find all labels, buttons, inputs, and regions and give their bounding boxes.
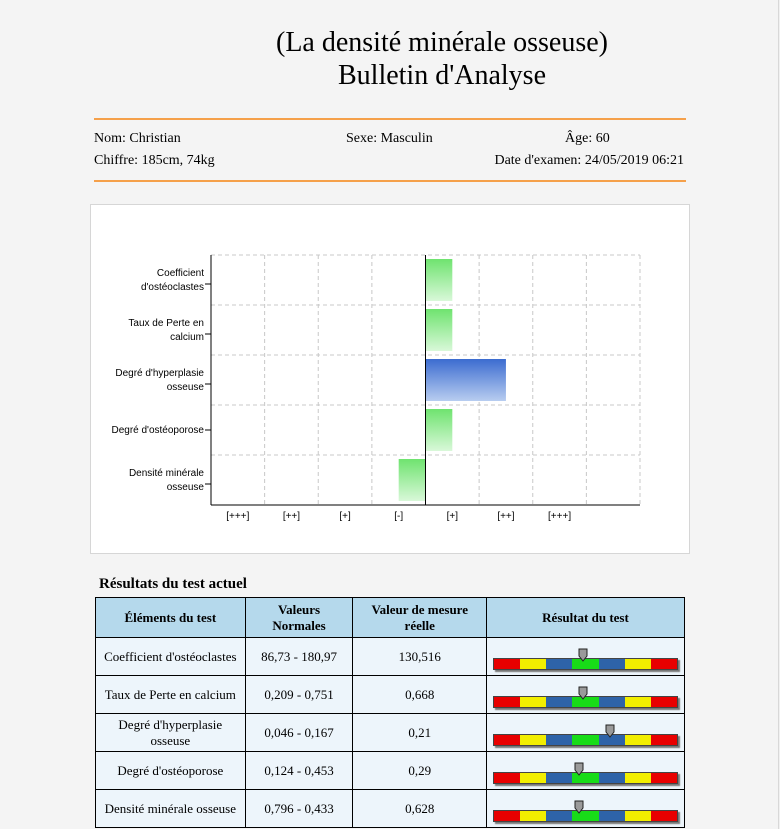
x-tick-label: [+]	[446, 511, 459, 522]
scale-segment	[494, 773, 520, 783]
cell-normal: 0,796 - 0,433	[245, 790, 353, 828]
scale-segment	[546, 735, 572, 745]
scale-segment	[520, 811, 546, 821]
cell-result	[487, 676, 685, 714]
chart-bar	[399, 459, 426, 501]
y-tick-label-line: Taux de Perte en	[128, 318, 204, 329]
cell-item: Degré d'hyperplasie osseuse	[96, 714, 246, 752]
col-header-result: Résultat du test	[487, 598, 685, 638]
table-row	[96, 752, 685, 790]
scale-segment	[625, 811, 651, 821]
cell-result	[487, 790, 685, 828]
result-scale	[493, 642, 678, 672]
patient-age: Âge: 60	[565, 131, 610, 146]
cell-value: 0,29	[353, 752, 487, 790]
scale-segment	[546, 697, 572, 707]
y-tick-label	[128, 318, 204, 343]
scale-segment	[494, 735, 520, 745]
y-tick-label	[115, 368, 204, 393]
y-tick-label-line: Coefficient	[156, 268, 204, 279]
result-scale	[493, 756, 678, 786]
cell-item: Densité minérale osseuse	[96, 790, 246, 828]
x-tick-label: [++]	[282, 511, 301, 522]
report-title	[0, 26, 780, 92]
chart-bar	[426, 309, 453, 351]
results-table	[95, 597, 685, 828]
result-marker-icon	[605, 724, 615, 738]
title-line-1: (La densité minérale osseuse)	[276, 27, 608, 58]
scale-segment	[599, 697, 625, 707]
x-tick-label: [++]	[497, 511, 515, 522]
patient-sex: Sexe: Masculin	[346, 131, 433, 146]
cell-value: 0,21	[353, 714, 487, 752]
scale-segment	[520, 659, 546, 669]
chart-panel	[90, 204, 690, 554]
col-header-normal: Valeurs Normales	[245, 598, 353, 638]
x-tick-label: [+++]	[548, 511, 572, 522]
scale-segment	[572, 735, 598, 745]
chart-bar	[426, 409, 453, 451]
x-tick-label: [-]	[394, 511, 404, 522]
result-scale	[493, 680, 678, 710]
y-tick-label-line: osseuse	[166, 382, 204, 393]
y-tick-label-line: Degré d'hyperplasie	[115, 368, 204, 379]
chart-bar	[426, 259, 453, 301]
y-tick-label-line: Degré d'ostéoporose	[111, 425, 204, 436]
scale-segment	[599, 659, 625, 669]
results-heading: Résultats du test actuel	[99, 576, 247, 592]
col-header-items: Éléments du test	[96, 598, 246, 638]
result-marker-icon	[578, 686, 588, 700]
scale-segment	[520, 773, 546, 783]
scale-segment	[494, 811, 520, 821]
scale-segment	[520, 697, 546, 707]
x-tick-label: [+]	[339, 511, 351, 522]
scale-segment	[625, 773, 651, 783]
table-row	[96, 790, 685, 828]
scale-segment	[546, 811, 572, 821]
scale-segment	[599, 811, 625, 821]
cell-result	[487, 638, 685, 676]
scale-segment	[494, 697, 520, 707]
y-tick-label	[129, 468, 204, 493]
cell-normal: 0,124 - 0,453	[245, 752, 353, 790]
col-header-value: Valeur de mesure réelle	[353, 598, 487, 638]
cell-item: Degré d'ostéoporose	[96, 752, 246, 790]
results-header-row	[96, 598, 685, 638]
title-line-2: Bulletin d'Analyse	[337, 60, 547, 91]
cell-value: 0,668	[353, 676, 487, 714]
scale-bar	[493, 810, 678, 822]
scale-segment	[625, 659, 651, 669]
scale-bar	[493, 734, 678, 746]
scale-segment	[520, 735, 546, 745]
y-tick-label	[141, 268, 204, 293]
cell-normal: 0,209 - 0,751	[245, 676, 353, 714]
result-marker-icon	[578, 648, 588, 662]
result-marker-icon	[574, 762, 584, 776]
bottom-divider	[94, 180, 686, 182]
top-divider	[94, 118, 686, 120]
scale-segment	[625, 735, 651, 745]
table-row	[96, 714, 685, 752]
y-tick-label-line: Densité minérale	[128, 468, 204, 479]
scale-segment	[625, 697, 651, 707]
scale-bar	[493, 772, 678, 784]
cell-value: 130,516	[353, 638, 487, 676]
x-tick-label: [+++]	[226, 511, 250, 522]
cell-item: Coefficient d'ostéoclastes	[96, 638, 246, 676]
cell-result	[487, 714, 685, 752]
scale-segment	[651, 659, 677, 669]
result-marker-icon	[574, 800, 584, 814]
scale-segment	[546, 773, 572, 783]
cell-value: 0,628	[353, 790, 487, 828]
y-tick-label	[111, 425, 204, 436]
cell-result	[487, 752, 685, 790]
scale-segment	[651, 811, 677, 821]
exam-date: Date d'examen: 24/05/2019 06:21	[494, 153, 684, 168]
chart-bar	[426, 359, 506, 401]
patient-name: Nom: Christian	[94, 131, 181, 146]
bar-chart	[91, 205, 689, 553]
scale-segment	[494, 659, 520, 669]
table-row	[96, 676, 685, 714]
scale-segment	[651, 735, 677, 745]
patient-figures: Chiffre: 185cm, 74kg	[94, 153, 215, 168]
scale-segment	[599, 773, 625, 783]
cell-normal: 86,73 - 180,97	[245, 638, 353, 676]
result-scale	[493, 794, 678, 824]
scale-segment	[651, 697, 677, 707]
scale-segment	[546, 659, 572, 669]
result-scale	[493, 718, 678, 748]
table-row	[96, 638, 685, 676]
scale-segment	[651, 773, 677, 783]
chart-bars	[399, 259, 506, 501]
cell-item: Taux de Perte en calcium	[96, 676, 246, 714]
y-tick-label-line: osseuse	[166, 482, 204, 493]
cell-normal: 0,046 - 0,167	[245, 714, 353, 752]
y-tick-label-line: calcium	[170, 332, 204, 343]
y-tick-label-line: d'ostéoclastes	[140, 282, 204, 293]
